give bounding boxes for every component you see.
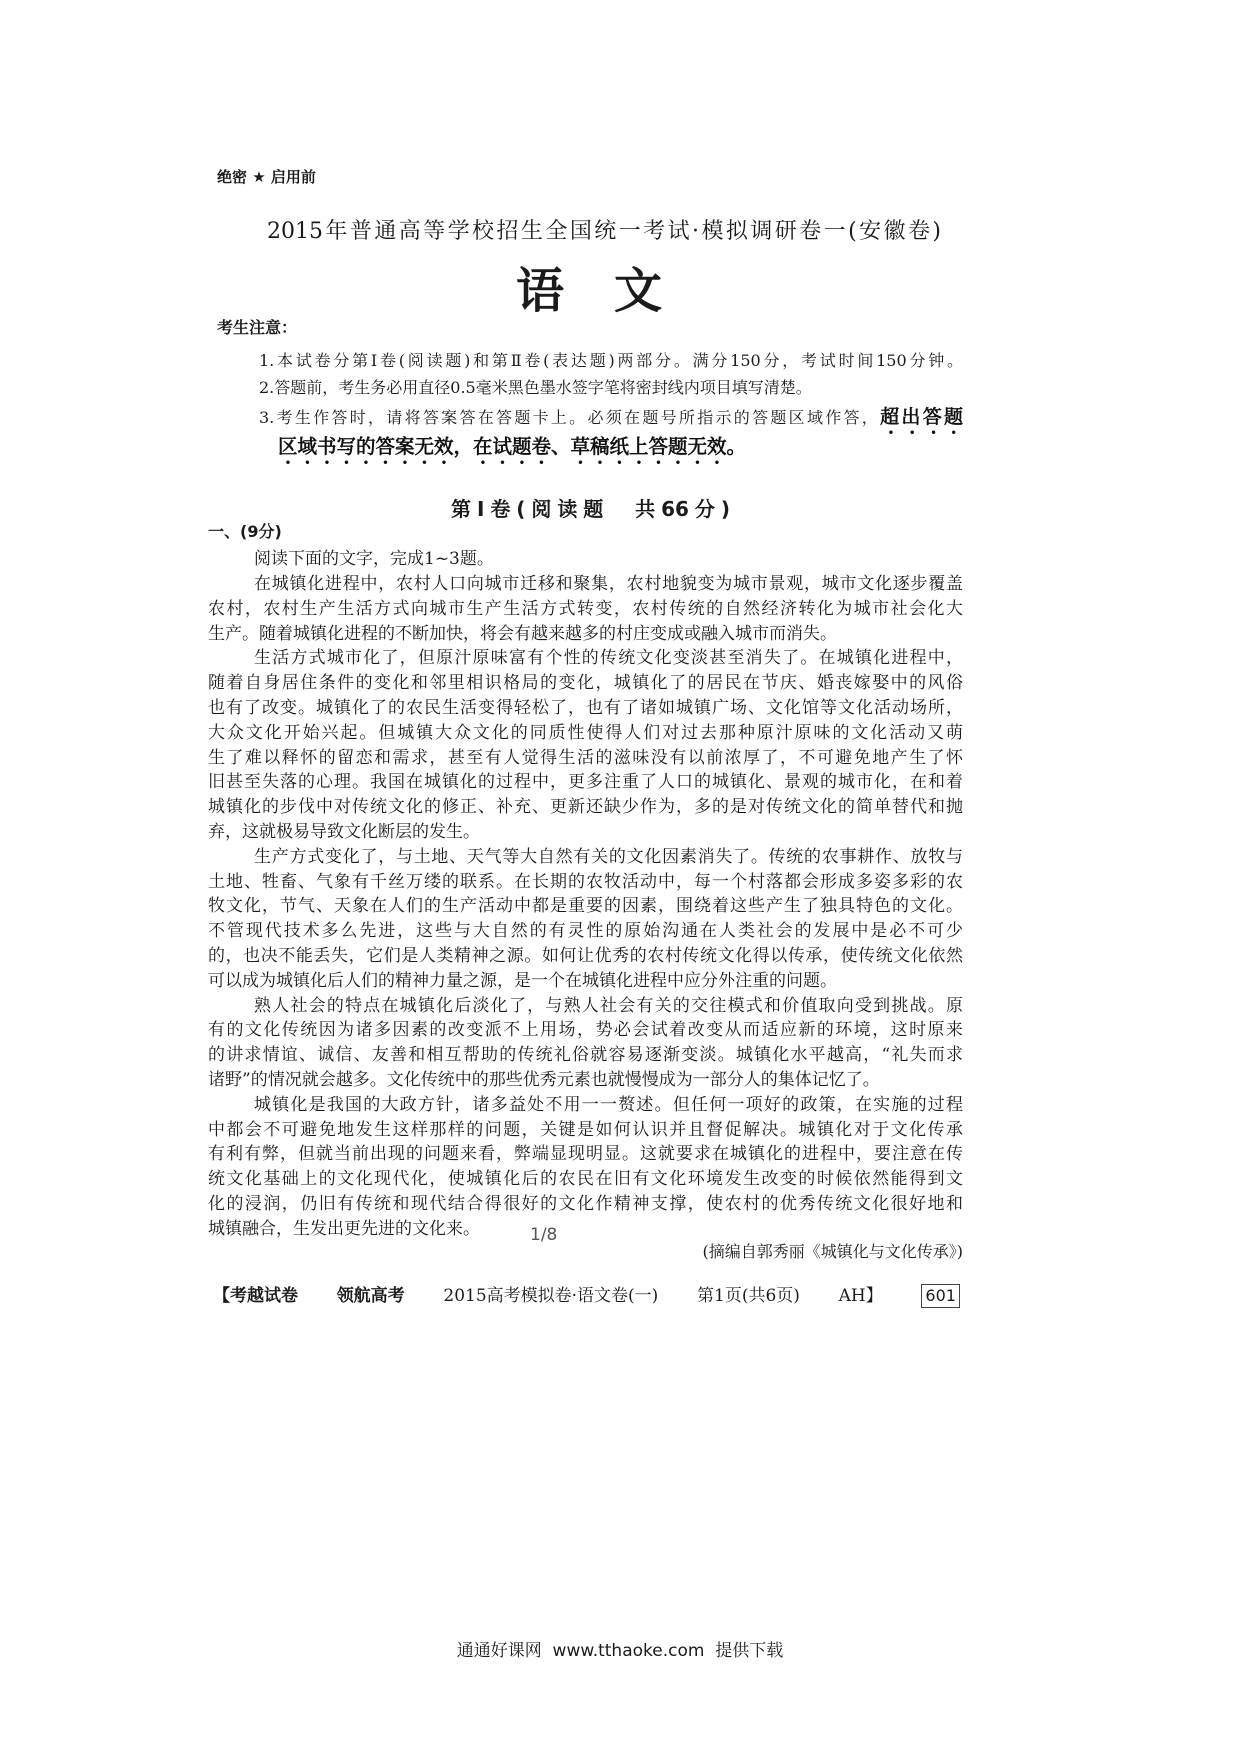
footer-paper-name: 2015高考模拟卷·语文卷(一) [443, 1286, 659, 1306]
footer-code-box: 601 [921, 1284, 960, 1308]
passage-line: 诸野”的情况就会越多。文化传统中的那些优秀元素也就慢慢成为一部分人的集体记忆了。 [208, 1069, 880, 1090]
passage-line: 熟人社会的特点在城镇化后淡化了，与熟人社会有关的交往模式和价值取向受到挑战。原 [254, 995, 963, 1016]
passage-line: 生活方式城市化了，但原汁原味富有个性的传统文化变淡甚至消失了。在城镇化进程中， [254, 648, 963, 669]
footer-region: AH】 [838, 1286, 883, 1306]
notice-item-3-emphasis: 超出答题 [880, 406, 963, 428]
passage-line: 城镇化的步伐中对传统文化的修正、补充、更新还缺少作为，多的是对传统文化的简单替代和抛 [208, 797, 963, 818]
passage-line: 不管现代技术多么先进，这些与大自然的有灵性的原始沟通在人类社会的发展中是必不可少 [208, 921, 963, 942]
passage-line: 城镇融合，生发出更先进的文化来。 [208, 1218, 480, 1239]
passage-line: 的，也决不能丢失，它们是人类精神之源。如何让优秀的农村传统文化得以传承，使传统文化依然 [208, 945, 963, 966]
passage-source: (摘编自郭秀丽《城镇化与文化传承》) [702, 1242, 963, 1261]
passage [208, 572, 963, 1242]
passage-line: 大众文化开始兴起。但城镇大众文化的同质性使得人们对过去那种原汁原味的文化活动又萌 [208, 722, 963, 743]
footer-brand: 【考越试卷 [213, 1286, 298, 1306]
passage-line: 有的文化传统因为诸多因素的改变派不上用场，势必会试着改变从而适应新的环境，这时原来 [208, 1020, 963, 1041]
passage-line: 随着自身居住条件的变化和邻里相识格局的变化，城镇化了的居民在节庆、婚丧嫁娶中的风俗 [208, 673, 963, 694]
passage-line: 中都会不可避免地发生这样那样的问题，关键是如何认识并且督促解决。城镇化对于文化传承 [208, 1119, 963, 1140]
exam-title: 2015年普通高等学校招生全国统一考试·模拟调研卷一(安徽卷) [267, 219, 941, 244]
passage-line: 生产方式变化了，与土地、天气等大自然有关的文化因素消失了。传统的农事耕作、放牧与 [254, 846, 963, 867]
passage-line: 也有了改变。城镇化了的农民生活变得轻松了，也有了诸如城镇广场、文化馆等文化活动场所， [208, 697, 963, 718]
passage-line: 的讲求情谊、诚信、友善和相互帮助的传统礼俗就容易逐渐变淡。城镇化水平越高，“礼失而求 [208, 1045, 963, 1066]
question-number: 一、(9分) [208, 522, 282, 541]
page-marker: 1/8 [530, 1225, 558, 1245]
passage-line: 统文化基础上的文化现代化，使城镇化后的农民在旧有文化环境发生改变的时候依然能得到文 [208, 1169, 963, 1190]
passage-line: 有利有弊，但就当前出现的问题来看，弊端显现明显。这就要求在城镇化的进程中，要注意在传 [208, 1144, 963, 1165]
section-heading: 第Ⅰ卷(阅读题 共66分) [451, 497, 730, 521]
passage-line: 农村，农村生产生活方式向城市生产生活方式转变，农村传统的自然经济转化为城市社会化大 [208, 598, 963, 619]
passage-line: 弃，这就极易导致文化断层的发生。 [208, 821, 480, 842]
passage-line: 生了难以释怀的留恋和需求，甚至有人觉得生活的滋味没有以前浓厚了，不可避免地产生了怀 [208, 747, 963, 768]
passage-line: 生产。随着城镇化进程的不断加快，将会有越来越多的村庄变成或融入城市而消失。 [208, 623, 837, 644]
notice-item-2: 2.答题前，考生务必用直径0.5毫米黑色墨水签字笔将密封线内项目填写清楚。 [259, 378, 812, 397]
passage-line: 旧甚至失落的心理。我国在城镇化的过程中，更多注重了人口的城镇化、景观的城市化，在和着 [208, 772, 963, 793]
passage-line: 土地、牲畜、气象有千丝万缕的联系。在长期的农牧活动中，每一个村落都会形成多姿多彩的农 [208, 871, 963, 892]
notice-item-3-emphasis-line: 区域书写的答案无效，在试题卷、草稿纸上答题无效。 [278, 435, 747, 458]
question-instruction: 阅读下面的文字，完成1~3题。 [254, 549, 494, 569]
passage-line: 城镇化是我国的大政方针，诸多益处不用一一赘述。但任何一项好的政策，在实施的过程 [254, 1094, 963, 1115]
passage-line: 在城镇化进程中，农村人口向城市迁移和聚集，农村地貌变为城市景观，城市文化逐步覆盖 [254, 574, 963, 594]
passage-line: 化的浸润，仍旧有传统和现代结合得很好的文化作精神支撑，使农村的优秀传统文化很好地和 [208, 1193, 963, 1214]
passage-line: 可以成为城镇化后人们的精神力量之源，是一个在城镇化进程中应分外注重的问题。 [208, 970, 837, 991]
notice-heading: 考生注意： [217, 318, 298, 337]
confidential-label: 绝密 ★ 启用前 [217, 168, 316, 186]
download-watermark: 通通好课网 www.tthaoke.com 提供下载 [456, 1641, 784, 1661]
passage-line: 牧文化，节气、天象在人们的生产活动中都是重要的因素，围绕着这些产生了独具特色的文化。 [208, 896, 963, 917]
footer-slogan: 领航高考 [336, 1286, 405, 1306]
subject-title: 语文 [516, 263, 713, 319]
page-footer [213, 1283, 960, 1309]
footer-page-count: 第1页(共6页) [697, 1286, 800, 1306]
notice-item-3-continued [278, 433, 968, 469]
notice-item-3-text: 3.考生作答时，请将答案答在答题卡上。必须在题号所指示的答题区域作答， [259, 408, 881, 427]
notice-item-1: 1.本试卷分第Ⅰ卷(阅读题)和第Ⅱ卷(表达题)两部分。满分150分，考试时间150分钟。 [259, 351, 963, 370]
